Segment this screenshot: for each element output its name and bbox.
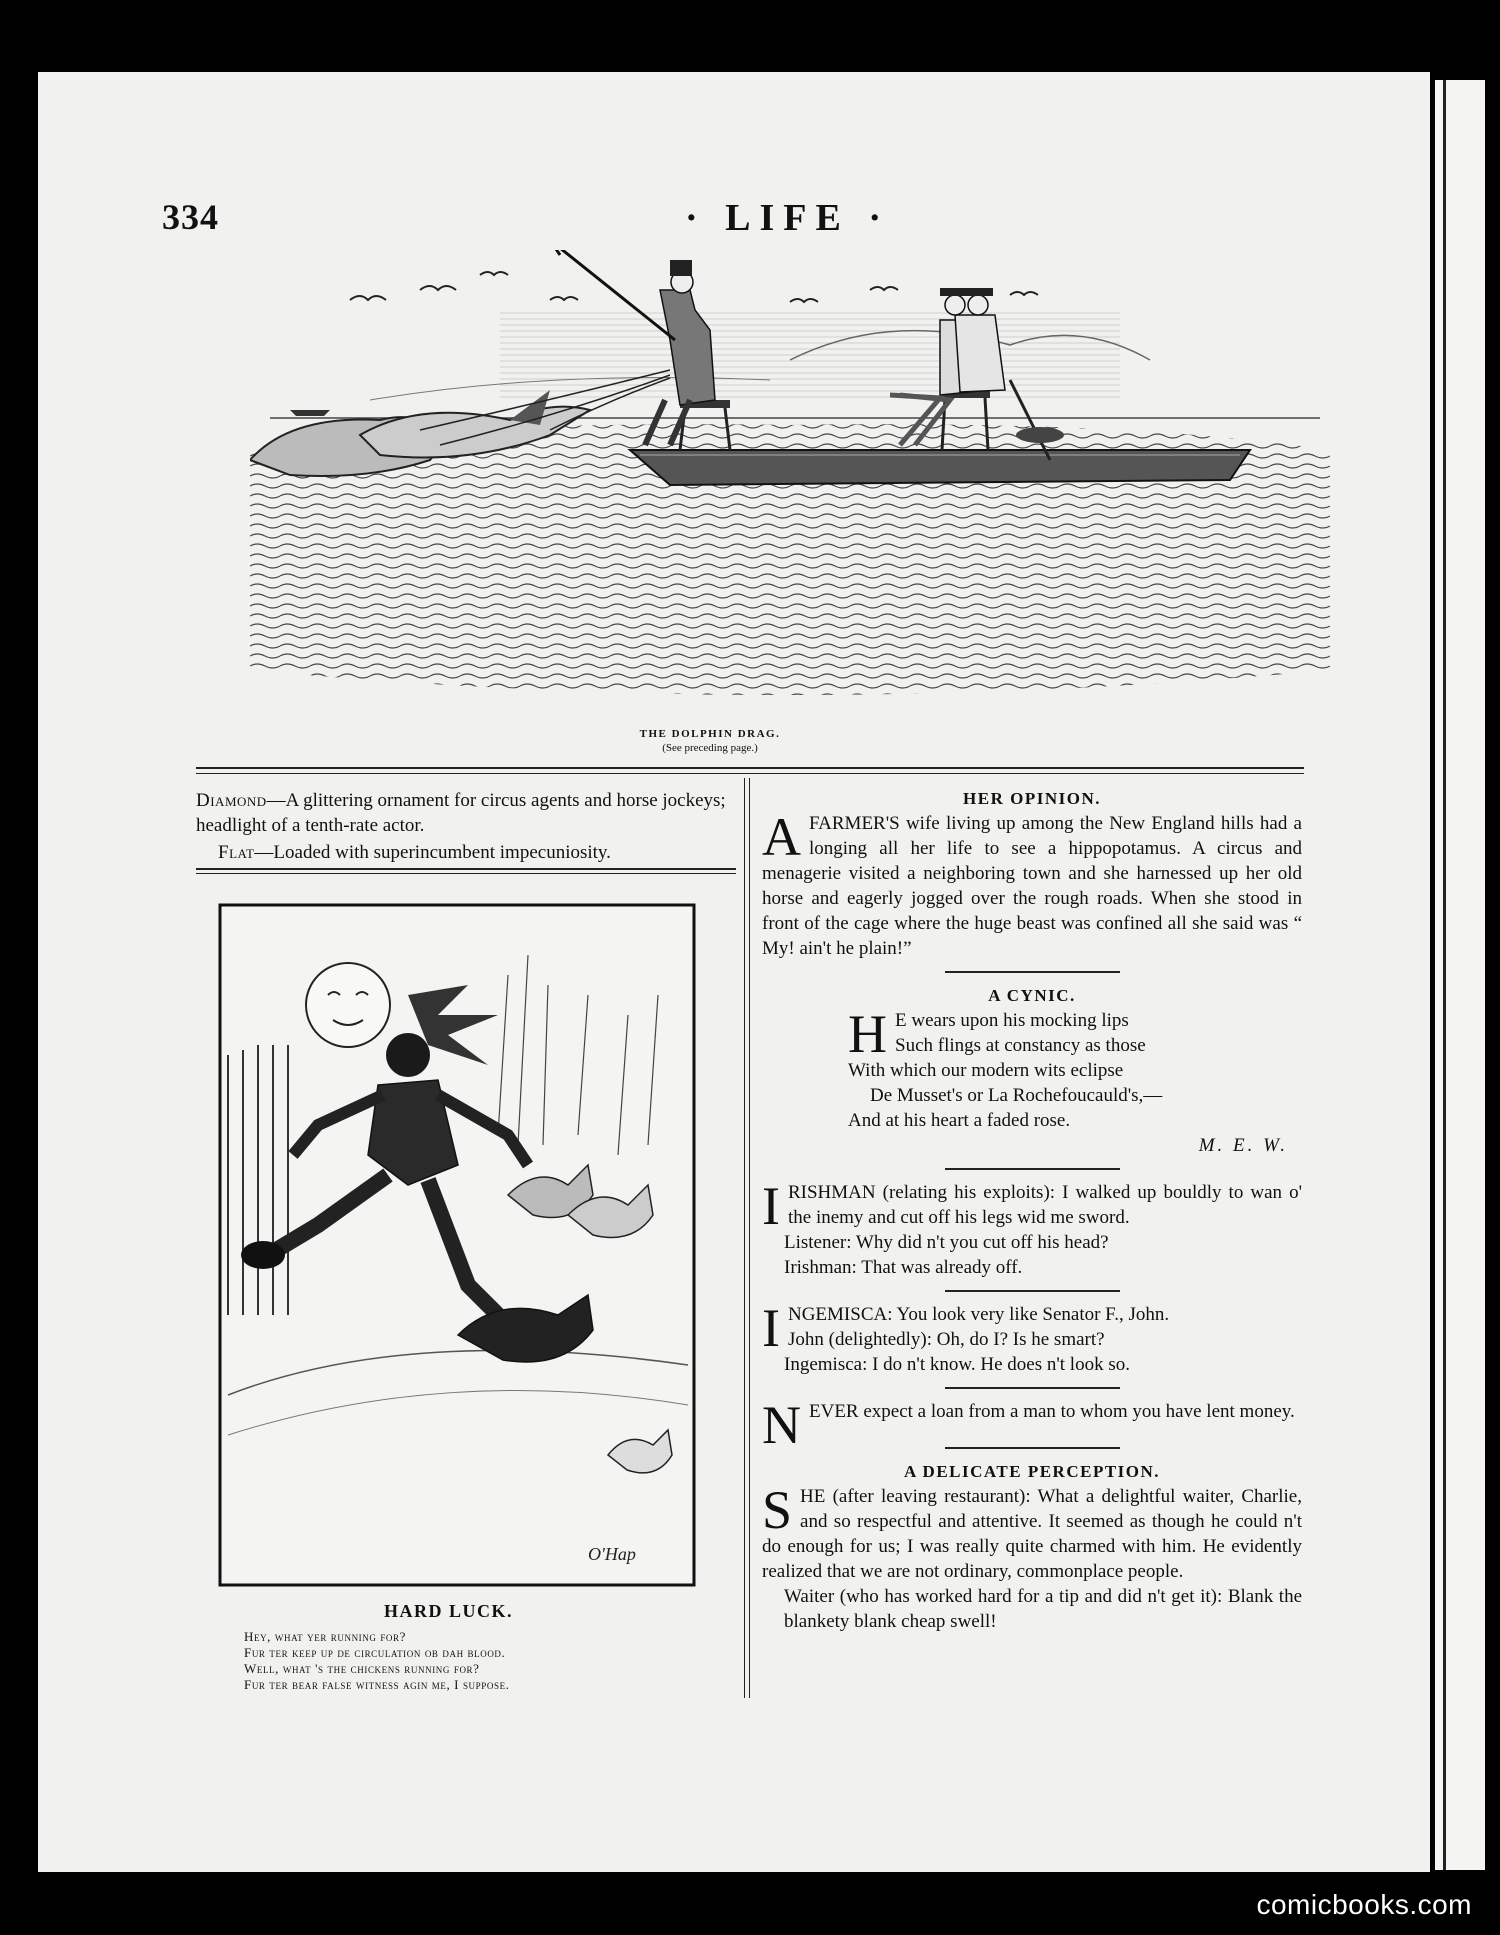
divider-rule	[196, 868, 736, 870]
irishman-joke: IRISHMAN (relating his exploits): I walked up bouldly to wan o' the inemy and cut off his legs wid me sword.	[762, 1176, 1302, 1236]
definitions	[196, 788, 736, 867]
her-opinion-text: A FARMER'S wife living up among the New England hills had a longing all her life to see a hippopotamus. A circus and menagerie visited a neighboring town and she harnessed up her old horse and eagerly jogged over the rough roads. When she stood in front of the cage where the huge beast was confined all she said was “ My! ain't he plain!”	[762, 807, 1302, 959]
cynic-title: A CYNIC.	[988, 986, 1076, 1005]
definition-diamond: Diamond—A glittering ornament for circus agents and horse jockeys; headlight of a tenth-rate actor.	[196, 790, 726, 836]
ingemisca-joke: INGEMISCA: You look very like Senator F., John. John (delightedly): Oh, do I? Is he smart?	[762, 1298, 1170, 1358]
divider-rule	[196, 773, 1304, 774]
cartoon-signature: O'Hap	[588, 1544, 636, 1564]
delicate-perception-text: SHE (after leaving restaurant): What a delightful waiter, Charlie, and so respectful and attentive. It seemed as though he could n't do enough for us; I was really quite charmed with him. He evidently realized that we are not ordinary, commonplace people.	[762, 1480, 1302, 1582]
cartoon-dialogue	[244, 1629, 714, 1693]
irishman-line: Listener: Why did n't you cut off his head?	[784, 1232, 1109, 1253]
divider-rule	[196, 873, 736, 874]
cynic-poem: H E wears upon his mocking lips Such flings at constancy as those With which our modern wits eclipse De Musset's or La Rochefoucauld's,— And at his heart a faded rose.	[848, 1004, 1163, 1131]
page-number: 334	[162, 197, 219, 237]
divider-rule	[196, 767, 1304, 769]
right-column	[762, 786, 1302, 1634]
column-divider	[749, 778, 750, 1698]
delicate-perception-waiter: Waiter (who has worked hard for a tip and did n't get it): Blank the blankety blank cheap swell!	[784, 1586, 1302, 1632]
cartoon-title: HARD LUCK.	[383, 1601, 513, 1621]
section-rule	[945, 971, 1120, 973]
dialogue-line: Hey, what yer running for?	[244, 1629, 407, 1644]
caption-subtitle: (See preceding page.)	[662, 742, 758, 754]
column-divider	[744, 778, 745, 1698]
next-page-edge	[1435, 80, 1485, 1870]
dialogue-line: Fur ter bear false witness agin me, I suppose.	[244, 1677, 510, 1692]
dialogue-line: Fur ter keep up de circulation ob dah blood.	[244, 1645, 506, 1660]
section-rule	[945, 1447, 1120, 1449]
section-rule	[945, 1168, 1120, 1170]
caption-title: THE DOLPHIN DRAG.	[639, 728, 781, 740]
irishman-line: Irishman: That was already off.	[784, 1257, 1023, 1278]
definition-flat: Flat—Loaded with superincumbent impecuniosity.	[218, 842, 611, 863]
cynic-signature: M. E. W.	[1198, 1135, 1288, 1156]
her-opinion-title: HER OPINION.	[963, 789, 1101, 808]
dolphin-drag-illustration	[250, 250, 1330, 720]
section-rule	[945, 1387, 1120, 1389]
top-illustration-caption	[560, 727, 860, 755]
dialogue-line: Well, what 's the chickens running for?	[244, 1661, 480, 1676]
watermark: comicbooks.com	[1256, 1889, 1472, 1920]
masthead: · LIFE ·	[685, 197, 891, 239]
ingemisca-line: Ingemisca: I do n't know. He does n't look so.	[784, 1354, 1130, 1375]
hard-luck-cartoon	[208, 895, 708, 1595]
section-rule	[945, 1290, 1120, 1292]
delicate-perception-title: A DELICATE PERCEPTION.	[903, 1462, 1161, 1481]
never-aphorism: NEVER expect a loan from a man to whom you have lent money.	[762, 1395, 1295, 1455]
